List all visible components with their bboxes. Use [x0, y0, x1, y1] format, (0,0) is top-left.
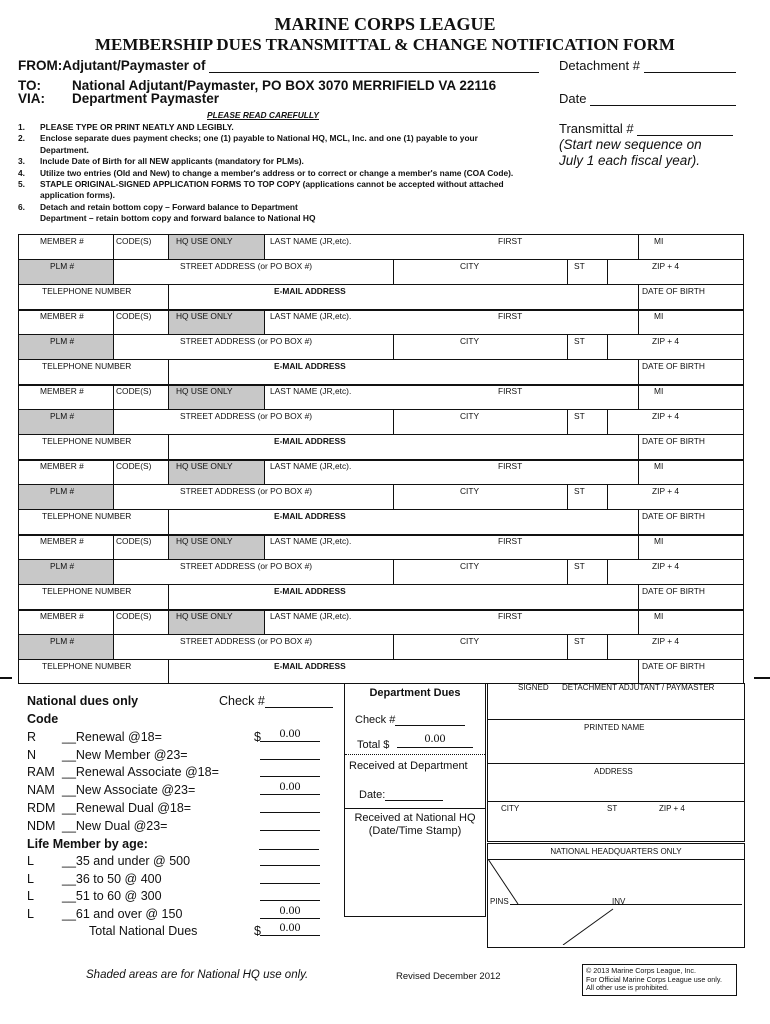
- cell-divider: [567, 559, 568, 584]
- via-value: Department Paymaster: [72, 91, 220, 106]
- date-of-birth-label: DATE OF BIRTH: [642, 436, 705, 446]
- life-code: L: [27, 889, 34, 904]
- total-national-dollar: $: [254, 924, 261, 938]
- cell-divider: [638, 659, 639, 684]
- first-name-label: FIRST: [498, 611, 523, 621]
- copyright-line-1: © 2013 Marine Corps League, Inc.: [586, 966, 696, 975]
- cell-divider: [393, 634, 394, 659]
- nhq-diagonal-b: [563, 909, 613, 945]
- date-input[interactable]: [590, 91, 736, 106]
- transmittal-note-1: (Start new sequence on: [559, 137, 702, 152]
- middle-initial-label: MI: [654, 611, 664, 621]
- cell-divider: [393, 259, 394, 284]
- cell-divider: [113, 409, 114, 434]
- codes-label: CODE(S): [116, 236, 152, 246]
- detach-mark-right: [754, 677, 770, 679]
- nhq-only-box: [487, 843, 745, 948]
- member-row-input[interactable]: [18, 619, 744, 633]
- member-number-label: MEMBER #: [40, 536, 84, 546]
- dues-amount[interactable]: [260, 797, 320, 813]
- total-national-amount[interactable]: 0.00: [260, 920, 320, 936]
- total-national-dues-label: Total National Dues: [89, 924, 198, 938]
- dept-check-label: Check #: [355, 714, 396, 726]
- form-title-line1: MARINE CORPS LEAGUE: [274, 14, 496, 34]
- life-member-label: Life Member by age:: [27, 837, 148, 851]
- dues-code: R: [27, 730, 37, 744]
- life-label: __61 and over @ 150: [62, 907, 183, 922]
- member-row-input[interactable]: [18, 244, 744, 258]
- hq-use-only-label: HQ USE ONLY: [176, 311, 233, 321]
- code-label: Code: [27, 712, 59, 726]
- row-divider: [18, 409, 744, 410]
- member-number-label: MEMBER #: [40, 311, 84, 321]
- codes-label: CODE(S): [116, 611, 152, 621]
- cell-divider: [393, 559, 394, 584]
- dues-amount[interactable]: 0.00: [260, 726, 320, 742]
- life-amount[interactable]: [260, 885, 320, 901]
- city-label: CITY: [460, 561, 480, 571]
- instruction-line: PLEASE TYPE OR PRINT NEATLY AND LEGIBLY.: [40, 122, 234, 132]
- member-row-input[interactable]: [18, 319, 744, 333]
- copyright-line-3: All other use is prohibited.: [586, 983, 669, 992]
- life-label: __36 to 50 @ 400: [62, 871, 162, 886]
- dues-label: __Renewal Associate @18=: [62, 765, 219, 780]
- cell-divider: [638, 284, 639, 309]
- instruction-number: 6.: [18, 201, 25, 212]
- st-label: ST: [607, 804, 618, 813]
- cell-divider: [638, 509, 639, 534]
- city-label: CITY: [460, 636, 480, 646]
- dues-amount[interactable]: [260, 744, 320, 760]
- zip-label: ZIP + 4: [652, 636, 680, 646]
- date-of-birth-label: DATE OF BIRTH: [642, 586, 705, 596]
- street-address-label: STREET ADDRESS (or PO BOX #): [180, 561, 313, 571]
- telephone-label: TELEPHONE NUMBER: [42, 436, 132, 446]
- received-date-input[interactable]: [385, 789, 443, 801]
- dues-label: __New Associate @23=: [62, 783, 196, 798]
- instruction-number: 2.: [18, 133, 25, 144]
- received-date-label: Date:: [359, 789, 386, 801]
- hq-use-only-label: HQ USE ONLY: [176, 386, 233, 396]
- nhq-only-label: NATIONAL HEADQUARTERS ONLY: [550, 847, 682, 856]
- transmittal-label: Transmittal #: [559, 121, 634, 136]
- codes-label: CODE(S): [116, 311, 152, 321]
- date-field: [559, 91, 736, 106]
- cell-divider: [393, 409, 394, 434]
- life-amount[interactable]: [260, 868, 320, 884]
- detachment-input[interactable]: [644, 58, 736, 73]
- street-address-label: STREET ADDRESS (or PO BOX #): [180, 411, 313, 421]
- plm-number-label: PLM #: [50, 561, 75, 571]
- row-divider: [18, 659, 744, 660]
- last-name-label: LAST NAME (JR,etc).: [270, 461, 352, 471]
- inv-label: INV: [612, 897, 626, 906]
- first-name-label: FIRST: [498, 536, 523, 546]
- life-label: __35 and under @ 500: [62, 854, 191, 868]
- telephone-label: TELEPHONE NUMBER: [42, 361, 132, 371]
- copyright-box: [582, 964, 737, 996]
- hq-use-only-label: HQ USE ONLY: [176, 461, 233, 471]
- from-label: FROM:Adjutant/Paymaster of: [18, 58, 206, 73]
- cell-divider: [607, 409, 608, 434]
- state-label: ST: [574, 261, 585, 271]
- life-label: __51 to 60 @ 300: [62, 889, 162, 904]
- cell-divider: [113, 484, 114, 509]
- national-check-label: Check #: [219, 694, 265, 708]
- detach-mark-left: [0, 677, 12, 679]
- instructions-heading: PLEASE READ CAREFULLY: [207, 110, 319, 120]
- first-name-label: FIRST: [498, 236, 523, 246]
- revised-date: Revised December 2012: [396, 971, 501, 982]
- cell-divider: [393, 484, 394, 509]
- cell-divider: [638, 359, 639, 384]
- codes-label: CODE(S): [116, 536, 152, 546]
- instruction-line: STAPLE ORIGINAL-SIGNED APPLICATION FORMS TO TOP COPY (applications cannot be accepted without attached: [40, 179, 504, 189]
- department-dues-box: [344, 683, 486, 917]
- row-divider: [18, 634, 744, 635]
- dues-label: __New Member @23=: [62, 747, 188, 762]
- dues-code: RAM: [27, 765, 55, 780]
- instruction-line: Include Date of Birth for all NEW applicants (mandatory for PLMs).: [40, 156, 304, 167]
- cell-divider: [567, 334, 568, 359]
- hq-use-only-label: HQ USE ONLY: [176, 536, 233, 546]
- row-divider: [18, 259, 744, 260]
- pins-label: PINS: [490, 897, 509, 906]
- cell-divider: [638, 584, 639, 609]
- member-row-input[interactable]: [18, 394, 744, 408]
- dues-amount[interactable]: [260, 815, 320, 831]
- from-input[interactable]: [209, 58, 539, 73]
- street-address-label: STREET ADDRESS (or PO BOX #): [180, 261, 313, 271]
- state-label: ST: [574, 561, 585, 571]
- middle-initial-label: MI: [654, 536, 664, 546]
- date-of-birth-label: DATE OF BIRTH: [642, 361, 705, 371]
- cell-divider: [168, 509, 169, 534]
- middle-initial-label: MI: [654, 236, 664, 246]
- zip-label: ZIP + 4: [652, 261, 680, 271]
- cell-divider: [638, 434, 639, 459]
- received-date-field: [359, 789, 443, 801]
- email-label: E-MAIL ADDRESS: [274, 661, 346, 671]
- cell-divider: [567, 259, 568, 284]
- middle-initial-label: MI: [654, 311, 664, 321]
- zip-label: ZIP + 4: [652, 486, 680, 496]
- codes-label: CODE(S): [116, 461, 152, 471]
- to-label: TO:: [18, 78, 41, 93]
- dues-label: __New Dual @23=: [62, 818, 168, 833]
- dept-total-amount[interactable]: 0.00: [397, 731, 473, 748]
- instruction-number: 4.: [18, 167, 25, 178]
- member-row-input[interactable]: [18, 469, 744, 483]
- middle-initial-label: MI: [654, 461, 664, 471]
- national-check-input[interactable]: [265, 695, 333, 708]
- instruction-line: Department – retain bottom copy and forward balance to National HQ: [40, 213, 316, 224]
- dept-total-label: Total $: [357, 739, 390, 751]
- email-label: E-MAIL ADDRESS: [274, 286, 346, 296]
- date-of-birth-label: DATE OF BIRTH: [642, 511, 705, 521]
- life-code: L: [27, 871, 34, 886]
- first-name-label: FIRST: [498, 386, 523, 396]
- city-label: CITY: [460, 261, 480, 271]
- detachment-label: Detachment #: [559, 58, 640, 73]
- national-check-field: [219, 694, 333, 708]
- plm-number-label: PLM #: [50, 411, 75, 421]
- telephone-label: TELEPHONE NUMBER: [42, 511, 132, 521]
- adjutant-label: DETACHMENT ADJUTANT / PAYMASTER: [562, 683, 715, 692]
- hq-use-only-label: HQ USE ONLY: [176, 236, 233, 246]
- member-number-label: MEMBER #: [40, 386, 84, 396]
- life-amount[interactable]: [260, 850, 320, 866]
- last-name-label: LAST NAME (JR,etc).: [270, 536, 352, 546]
- member-number-label: MEMBER #: [40, 236, 84, 246]
- telephone-label: TELEPHONE NUMBER: [42, 286, 132, 296]
- state-label: ST: [574, 486, 585, 496]
- life-code: L: [27, 854, 34, 868]
- row-divider: [18, 359, 744, 360]
- last-name-label: LAST NAME (JR,etc).: [270, 386, 352, 396]
- cell-divider: [168, 359, 169, 384]
- email-label: E-MAIL ADDRESS: [274, 436, 346, 446]
- middle-initial-label: MI: [654, 386, 664, 396]
- telephone-label: TELEPHONE NUMBER: [42, 661, 132, 671]
- city-label: CITY: [501, 804, 520, 813]
- last-name-label: LAST NAME (JR,etc).: [270, 611, 352, 621]
- printed-name-label: PRINTED NAME: [584, 723, 645, 732]
- life-member-input[interactable]: [259, 837, 319, 850]
- cell-divider: [113, 334, 114, 359]
- via-label: VIA:: [18, 91, 45, 106]
- row-divider: [18, 484, 744, 485]
- signature-box: [487, 683, 743, 947]
- cell-divider: [567, 409, 568, 434]
- plm-number-label: PLM #: [50, 261, 75, 271]
- dues-label: __Renewal @18=: [62, 730, 162, 744]
- to-value: National Adjutant/Paymaster, PO BOX 3070 MERRIFIELD VA 22116: [72, 78, 497, 93]
- instruction-line: Enclose separate dues payment checks; one (1) payable to National HQ, MCL, Inc. and one (1) payable to your: [40, 133, 478, 144]
- cell-divider: [113, 559, 114, 584]
- copyright-line-2: For Official Marine Corps League use only.: [586, 974, 722, 984]
- city-label: CITY: [460, 336, 480, 346]
- row-divider: [18, 334, 744, 335]
- row-divider: [18, 284, 744, 285]
- street-address-label: STREET ADDRESS (or PO BOX #): [180, 336, 313, 346]
- member-row-input[interactable]: [18, 544, 744, 558]
- received-hq-label-2: (Date/Time Stamp): [368, 825, 462, 837]
- transmittal-input[interactable]: [637, 121, 733, 136]
- instruction-line: Department.: [40, 144, 89, 155]
- zip-label: ZIP + 4: [652, 411, 680, 421]
- from-field: [18, 58, 539, 73]
- telephone-label: TELEPHONE NUMBER: [42, 586, 132, 596]
- street-address-label: STREET ADDRESS (or PO BOX #): [180, 636, 313, 646]
- member-entry-table: [18, 234, 744, 684]
- received-dept-label: Received at Department: [349, 760, 468, 772]
- email-label: E-MAIL ADDRESS: [274, 511, 346, 521]
- life-code: L: [27, 907, 34, 922]
- dues-amount[interactable]: 0.00: [260, 779, 320, 795]
- department-dues-title: Department Dues: [369, 687, 461, 699]
- last-name-label: LAST NAME (JR,etc).: [270, 311, 352, 321]
- signature-input[interactable]: [487, 683, 745, 720]
- instruction-number: 1.: [18, 122, 25, 132]
- cell-divider: [607, 634, 608, 659]
- national-dues-section: [27, 694, 337, 944]
- state-label: ST: [574, 336, 585, 346]
- city-label: CITY: [460, 486, 480, 496]
- shaded-note: Shaded areas are for National HQ use only.: [86, 969, 309, 981]
- nhq-diagonal-a: [488, 859, 518, 904]
- national-dues-title: National dues only: [27, 694, 139, 708]
- cell-divider: [393, 334, 394, 359]
- row-divider: [18, 509, 744, 510]
- nhq-diagonal-lines: [488, 859, 744, 945]
- dues-code: RDM: [27, 800, 56, 815]
- cell-divider: [168, 584, 169, 609]
- dept-divider-2: [345, 808, 485, 809]
- zip-label: ZIP + 4: [659, 804, 685, 813]
- cell-divider: [168, 659, 169, 684]
- codes-label: CODE(S): [116, 386, 152, 396]
- cell-divider: [168, 434, 169, 459]
- zip-label: ZIP + 4: [652, 561, 680, 571]
- row-divider: [18, 559, 744, 560]
- life-amount[interactable]: 0.00: [260, 903, 320, 919]
- cell-divider: [567, 484, 568, 509]
- instruction-line: Utilize two entries (Old and New) to change a member's address or to correct or change a member's name (COA Code).: [40, 167, 514, 178]
- row-divider: [18, 584, 744, 585]
- dues-code: NDM: [27, 818, 56, 833]
- dept-check-field: [355, 714, 465, 726]
- city-label: CITY: [460, 411, 480, 421]
- instruction-number: 3.: [18, 156, 25, 167]
- cell-divider: [168, 284, 169, 309]
- member-number-label: MEMBER #: [40, 611, 84, 621]
- last-name-label: LAST NAME (JR,etc).: [270, 236, 352, 246]
- date-of-birth-label: DATE OF BIRTH: [642, 286, 705, 296]
- cell-divider: [607, 259, 608, 284]
- dues-code: NAM: [27, 783, 55, 798]
- address-label: ADDRESS: [594, 767, 633, 776]
- cell-divider: [567, 634, 568, 659]
- transmittal-field: [559, 121, 733, 136]
- instruction-number: 5.: [18, 179, 25, 189]
- dues-label: __Renewal Dual @18=: [62, 800, 192, 815]
- state-label: ST: [574, 411, 585, 421]
- street-address-label: STREET ADDRESS (or PO BOX #): [180, 486, 313, 496]
- cell-divider: [607, 559, 608, 584]
- city-st-zip-input[interactable]: [487, 801, 745, 842]
- plm-number-label: PLM #: [50, 336, 75, 346]
- plm-number-label: PLM #: [50, 486, 75, 496]
- form-title-line2: MEMBERSHIP DUES TRANSMITTAL & CHANGE NOTIFICATION FORM: [95, 35, 675, 54]
- signed-label: SIGNED: [518, 683, 549, 692]
- cell-divider: [113, 634, 114, 659]
- email-label: E-MAIL ADDRESS: [274, 361, 346, 371]
- first-name-label: FIRST: [498, 311, 523, 321]
- cell-divider: [607, 484, 608, 509]
- first-name-label: FIRST: [498, 461, 523, 471]
- dues-amount[interactable]: [260, 761, 320, 777]
- zip-label: ZIP + 4: [652, 336, 680, 346]
- date-of-birth-label: DATE OF BIRTH: [642, 661, 705, 671]
- dept-check-input[interactable]: [395, 714, 465, 726]
- date-label: Date: [559, 91, 587, 106]
- plm-number-label: PLM #: [50, 636, 75, 646]
- dues-code: N: [27, 747, 37, 762]
- instruction-line: application forms).: [40, 190, 115, 201]
- dept-divider: [345, 754, 485, 755]
- instruction-line: Detach and retain bottom copy – Forward balance to Department: [40, 201, 298, 212]
- dues-dollar: $: [254, 730, 261, 744]
- cell-divider: [113, 259, 114, 284]
- email-label: E-MAIL ADDRESS: [274, 586, 346, 596]
- transmittal-note-2: July 1 each fiscal year).: [559, 153, 701, 168]
- received-hq-label-1: Received at National HQ: [354, 812, 476, 824]
- row-divider: [18, 434, 744, 435]
- address-input[interactable]: [487, 763, 745, 802]
- printed-name-input[interactable]: [487, 719, 745, 764]
- detachment-field: [559, 58, 736, 73]
- state-label: ST: [574, 636, 585, 646]
- hq-use-only-label: HQ USE ONLY: [176, 611, 233, 621]
- cell-divider: [607, 334, 608, 359]
- member-number-label: MEMBER #: [40, 461, 84, 471]
